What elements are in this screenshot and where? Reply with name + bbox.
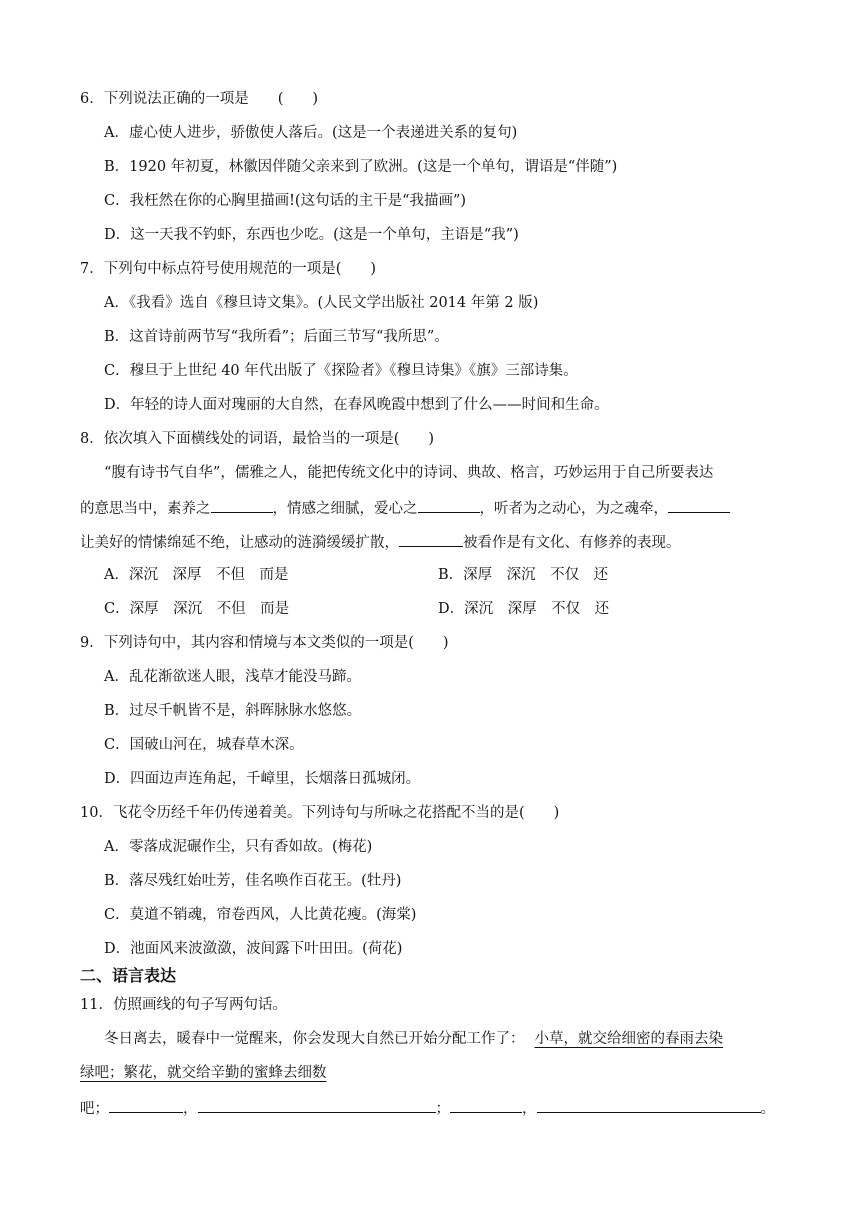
- q8-option-d: D．深沉 深厚 不仅 还: [438, 601, 610, 617]
- q6-option-b: B．1920 年初夏，林徽因伴随父亲来到了欧洲。(这是一个单句，谓语是“伴随”): [104, 159, 618, 175]
- q8-option-a: A．深沉 深厚 不但 而是: [104, 567, 289, 583]
- q11-answer-text: 吧；: [80, 1101, 109, 1117]
- q8-passage-line2: [80, 497, 730, 519]
- q8-blank-2: [418, 497, 480, 513]
- q11-answer-blank-3[interactable]: [450, 1097, 522, 1113]
- q11-answer-punct: 。: [760, 1101, 775, 1117]
- q7-option-c: C．穆旦于上世纪 40 年代出版了《探险者》《穆旦诗集》《旗》三部诗集。: [104, 363, 578, 379]
- q9-option-c: C．国破山河在，城春草木深。: [104, 737, 304, 753]
- q10-option-d: D．池面风来波潋潋，波间露下叶田田。(荷花): [104, 941, 403, 957]
- q7-stem: 7．下列句中标点符号使用规范的一项是( ): [80, 261, 377, 277]
- q8-blank-1: [211, 497, 273, 513]
- q8-option-c: C．深厚 深沉 不但 而是: [104, 601, 290, 617]
- q11-passage-line1: [104, 1029, 723, 1049]
- q8-option-b: B．深厚 深沉 不仅 还: [438, 567, 609, 583]
- q11-stem: 11．仿照画线的句子写两句话。: [80, 997, 287, 1013]
- q8-passage-text: 的意思当中，素养之: [80, 501, 211, 517]
- q11-answer-line: [80, 1097, 775, 1119]
- q8-passage-text: ，听者为之动心，为之魂牵，: [479, 501, 668, 517]
- q8-passage-line1: “腹有诗书气自华”，儒雅之人，能把传统文化中的诗词、典故、格言，巧妙运用于自己所要表达: [104, 465, 714, 481]
- q11-answer-blank-1[interactable]: [109, 1097, 183, 1113]
- q9-option-a: A．乱花渐欲迷人眼，浅草才能没马蹄。: [104, 669, 361, 685]
- q7-option-a: A．《我看》选自《穆旦诗文集》。(人民文学出版社 2014 年第 2 版): [104, 295, 539, 311]
- q8-stem: 8．依次填入下面横线处的词语，最恰当的一项是( ): [80, 431, 435, 447]
- q6-option-c: C．我枉然在你的心胸里描画!(这句话的主干是“我描画”): [104, 193, 467, 209]
- q9-option-b: B．过尽千帆皆不是，斜晖脉脉水悠悠。: [104, 703, 362, 719]
- q6-stem: 6．下列说法正确的一项是 ( ): [80, 91, 319, 107]
- q8-blank-4: [399, 531, 463, 547]
- q9-stem: 9．下列诗句中，其内容和情境与本文类似的一项是( ): [80, 635, 449, 651]
- q11-underlined-sentence: 绿吧；繁花，就交给辛勤的蜜蜂去细数: [80, 1065, 327, 1081]
- q9-option-d: D．四面边声连角起，千嶂里，长烟落日孤城闭。: [104, 771, 421, 787]
- q11-answer-blank-2[interactable]: [198, 1097, 436, 1113]
- q10-stem: 10．飞花令历经千年仍传递着美。下列诗句与所咏之花搭配不当的是( ): [80, 805, 560, 821]
- q8-passage-text: 让美好的情愫绵延不绝，让感动的涟漪缓缓扩散，: [80, 535, 399, 551]
- q11-answer-punct: ，: [522, 1101, 537, 1117]
- q11-passage-line2: [80, 1063, 327, 1083]
- q11-underlined-sentence: 小草，就交给细密的春雨去染: [534, 1031, 723, 1047]
- q8-blank-3: [668, 497, 730, 513]
- q8-passage-text: 被看作是有文化、有修养的表现。: [463, 535, 681, 551]
- section-heading: 二、语言表达: [80, 966, 177, 985]
- q11-answer-blank-4[interactable]: [537, 1097, 761, 1113]
- q7-option-b: B．这首诗前两节写“我所看”；后面三节写“我所思”。: [104, 329, 449, 345]
- q7-option-d: D．年轻的诗人面对瑰丽的大自然，在春风晚霞中想到了什么——时间和生命。: [104, 397, 609, 413]
- q8-passage-line3: [80, 531, 681, 553]
- q8-passage-text: ，情感之细腻，爱心之: [272, 501, 418, 517]
- q10-option-c: C．莫道不销魂，帘卷西风，人比黄花瘦。(海棠): [104, 907, 417, 923]
- q6-option-a: A．虚心使人进步，骄傲使人落后。(这是一个表递进关系的复句): [104, 125, 518, 141]
- q11-passage-text: 冬日离去，暖春中一觉醒来，你会发现大自然已开始分配工作了：: [104, 1031, 525, 1047]
- q11-answer-punct: ，: [183, 1101, 198, 1117]
- q6-option-d: D．这一天我不钓虾，东西也少吃。(这是一个单句，主语是“我”): [104, 227, 519, 243]
- q10-option-a: A．零落成泥碾作尘，只有香如故。(梅花): [104, 839, 373, 855]
- q10-option-b: B．落尽残红始吐芳，佳名唤作百花王。(牡丹): [104, 873, 402, 889]
- q11-answer-punct: ；: [435, 1101, 450, 1117]
